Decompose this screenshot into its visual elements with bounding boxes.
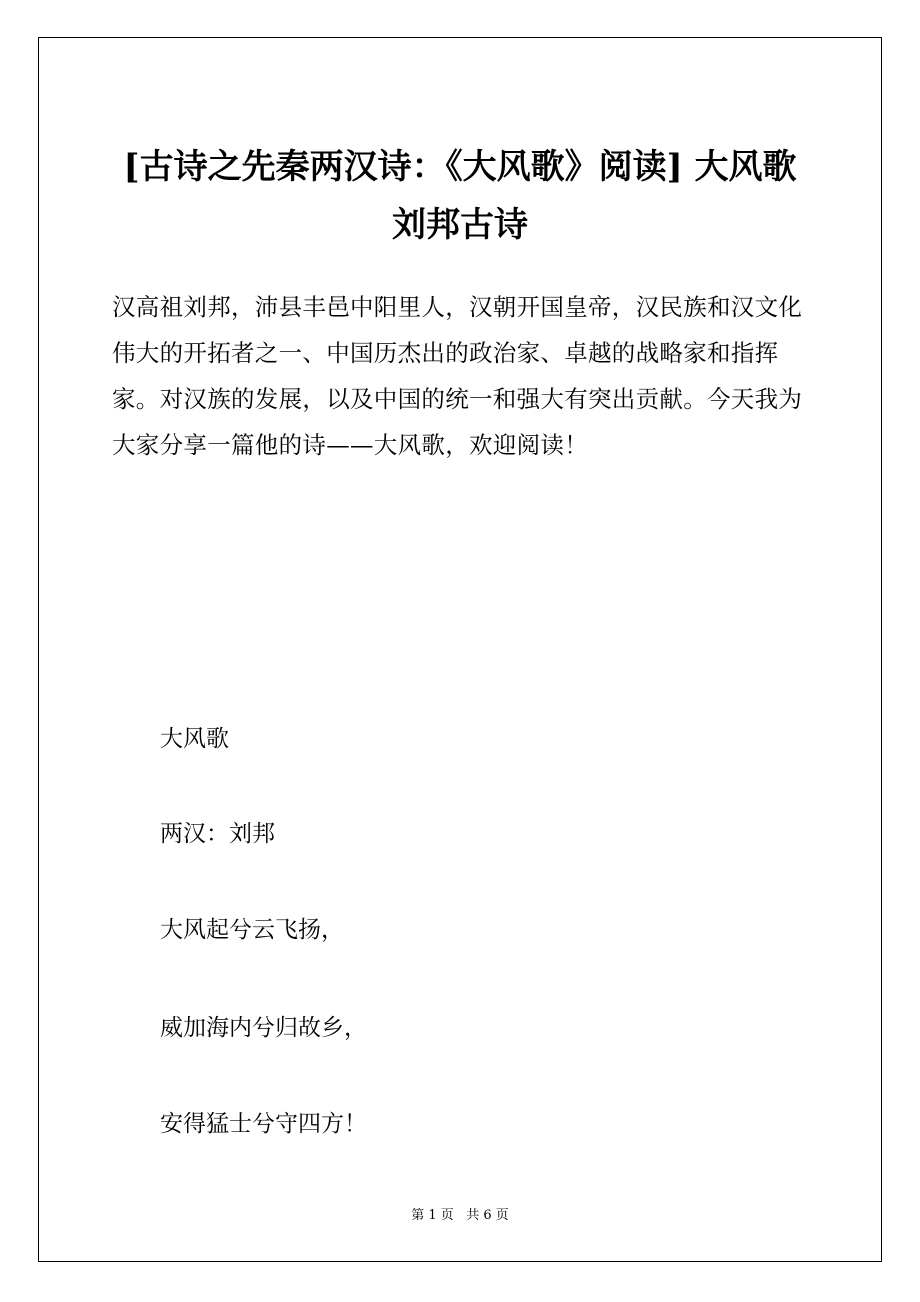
poem-line-1: 大风起兮云飞扬， (160, 917, 344, 943)
poem-line-3: 安得猛士兮守四方！ (160, 1111, 367, 1137)
poem-author: 两汉：刘邦 (160, 821, 275, 847)
page-indicator: 第 1 页 共 6 页 (411, 1208, 509, 1223)
poem-line-2: 威加海内兮归故乡， (160, 1015, 367, 1041)
intro-paragraph: 汉高祖刘邦，沛县丰邑中阳里人，汉朝开国皇帝，汉民族和汉文化伟大的开拓者之一、中国历杰出的政治家、卓越的战略家和指挥家。对汉族的发展，以及中国的统一和强大有突出贡献。今天我为大家分享一篇他的诗——大风歌，欢迎阅读！ (112, 293, 803, 459)
document-title-line-1: [古诗之先秦两汉诗：《大风歌》阅读] 大风歌 (123, 147, 797, 187)
poem-title: 大风歌 (160, 726, 229, 752)
document-title-line-2: 刘邦古诗 (392, 205, 528, 245)
